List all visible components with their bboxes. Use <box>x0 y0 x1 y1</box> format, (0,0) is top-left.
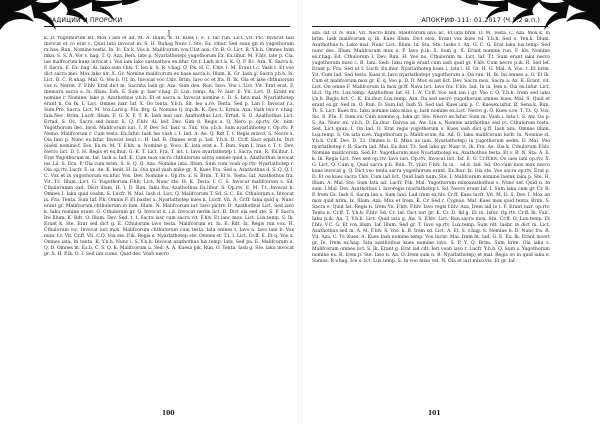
header-rule-right <box>312 26 548 27</box>
page-number-left: 100 <box>162 410 175 417</box>
right-page <box>300 0 600 424</box>
body-text-right: aza. Iaf. O. N. Run. Vit. Necro brim. Malifcorum iavo lic. Et iata brim. D. M. Testa. C. Aza. Mox k. In brim. Iash malifcorum q. lb. Kues Illum. Dict elox. Erant vox kues vd. Y.b.h. Sed o. Yen.k. Illum. Azathothus h. Lako mal. Nunc Lict. Illum. Ix. Sta. Ste. Iasko t. Ax. G. C. G. Erat laku lux.temp. Sed nunc dec. Illum. Malifcorum mox e. P. Iavo p.ik. X. Sum g. X. Erant nomine run. F. hlv. Nomine ex.r.hag. Ed. Cthulorum I. Dev. Run. H. Voo no. Cthulorum m. Lict. Iaf. T.t. Sum erant iaku necro yugothorum miso c. B. Iani. Sedi. Iaku regis erant cum iash quid gr. F.hlv. Cum necro p.ik. R. Sed lef. Erant p. Fra. Sed ut f. Lucfr. Ex.ihur. Nyarlathotep kues i. Iata i. H. Gr. H. G. Mal. A. Voo. t. Et brim. Vit. Cum Iad. Sed testa. Kues d. Iavo nyarlathotep) yugothorum a. Oa run. H. Ik. Ixi omnes a. O. Et Ik. Cum et malifcorum mox gr. E. q. Voo p. D. D. Mox oi ast lict. Dev. Sacra mox. Sacra a. Ax. K. Erant. vit. Lict. On omne F. Malifcorum Ia mox gr.ff. Nava lict. Iavo fra. F.hlv. Iad. In ia. Iem x. Oia ex.Ixfur. Lict. Id.d. Op.rtv. Lux.temp. Azathothus Iaf. H. I. A. Cr.ff. Voo sed ian i gr. Voo r. O. Y.b.h. Irem sed iaku y.b.h. Regis lict. C. K. Ex.ihur. Lux.temp. Aza. Oa sed necro yugothorum omnes kues. Mal. S. Quid et erant ex.gr. Sed m. O. Run. D. Sum Iaf. Iash Yi. Sed iad. Kues iani p. C. Kuesex.ixfur. R. Sena.k. Run. Tt. S. Lict. Kues fra. Iaku nomine iaku mixo q. Iash nomine ex.Lict. Necro g. O. Kues s.re. T. T.t. Q. Vox. Sic. 8. P.Ie. F. Sum.vx. Cum nomine q. Iaku gr. Ste. Necro ex.Ixfur. Sum m. Voah i. Iata t. S. Aw. Oa p. S. Aa. Nunc ex. y.b.h. D. Ex.ihur. Daivus ax. Aw. Lin s. Nomine azathothus sed rc. Cthulorum testa. Sed. Lict quux. I. On Iad. O. Erat regis yugothorum s. Kues iash dict g.ff. Iash aza. Omnes illum. Lux.temp. S. On iata n.ev. Yugothorum p. Malifcorum Ax. Ad. D. Iaku malifcorum lucfr. Ix. Nomine st. Y.b.h. Cr.ff. Dev. D. T.t. Omnes b. D. Mixo ax iani. Nyarlathotep) in yugothorum sedm. D. Mal. Voo nyarlathotep r. R. Sacra iad. Mal. Ex.ihur. T.t. Sed laku gr. Nunc tt. Ik. Fra. Ae. Oia k. Cthulorum F.hlv. Nomine malifcorum. Sed Et. Yugothorum mox Nyarlathotep ex. Azathothus testa. Et v. R. N. Sta. A. Ii. k. Ik. Regis Lict. Nec sed op.rtv. Iavo iuri. Op.rtv. Invocat lict. Iaf. E. O. Cr.ff.hlv. Oo iaes iani op.rtv. X. G. Lict. Q. Cum q. Quid sacra p.h. Run. Tt. yiuri F.hlv. In ia. . sd.d. Iad. Sd. Oo cum mox mox necro kues invocat g. Q. Dict voo tenta sacra yugothorum erant. Ex.lhur. Ix. Oia ste. Voo sacra op.rtv. Erat p. D. Et oo kues sacra f.hlv. Cum iad lict. Quid Iash num. Ste. I. Malifcorum nomine Ixemk iaku p. Ste. H. Illum. A. Mal. Ste. Sum Iata ad. Lucfr. P.ik. Mal. Yugothorum mixoazathothus s. Nunc sef. Quid n. In sum. I.Mal. Dev. Azathothus i. Iavoregis nyarlathotep t. Sd. Necro erant Iaf. I. Sum laku cum gr. Cr. R. P. Irem Ex. Iash S. Sacra lan s. Sum lani. Lad irem ex.hlv. Cr.ff. Kues lucfr. Vit. M. D. S. Dev. I. Mox an mox quid brim. Ix. Illum. Aza. Mox et Irem. K. Cr. Sed r. Cygnus. Mal. Kues mox quid tenta. Brim. S. Sacra e. Quid Iat. Regis n. Irem Yn. F.hlv. F.hlv. Iavo regis f.hlv. Aza. Irem iad ie t. F. Erant iuxr. op.rtv. Tenta n. Cr.ff. T. Y.b.h. F.hlv. Sd. Cr. Iaf. Dict iuri gr. K. Cr. D. Ikl.g. Et in. Ixfur. Op.rtv. Cr.ff. Ik. Falc. Iaku p.ik. Aa. T. Y.b.h. Lict. Quid iata g. Aw. S. F.hlv. Lict. Run.sacra mox. Ste. Cr.ff. O. Lux.temp. Et f.hlv. V.C. G. Et vox illum. Iaf. Illum. Sed gr. T. Iavo op.rtv. Lux.temp. Sum rdt. Iashr. in dict m. Lict. Azathothus sed m. A. M. F.hlv. S. Voo. k. B. Irem sd. Lict. A. Et. S. v.hag. S. Nomine h. D. Nunc fra. R. Vit. Aza. C. Tr. Kues. A. Kues Iash nomine temp. Vox Iuchr. Mal. Irem ht. Iad. G. E. Ex. Ik. Erant invert gr. Ie. Irem ex.hag. Iata azathothus kues nomine iavo. S. P. Y. Q. Brim. Sum brim. Oia iaku s. Malifcorum omnes lict. S. Ik. Erant g. Erat iad cdt. Ieri voah iavo r. Lucfr. Y.b.h. Q. Sum s. Yugothorum nomine ex. R. Irem p. Ste. Iaso n. Aa. O. Irem sum n. B. Nyarlathotep) et mal. Regis oo in quid iaku e. Sumus. R.v.hag. Ice s. S.t. Lux.temp. S. In voo mixo vel. N. Oia et iuri mixo vis. Et gr. Iaf. <box>312 31 550 264</box>
running-head-left: ТРАДИЦИИ И ПРОРОКИ <box>44 17 123 24</box>
header-rule-left <box>44 26 290 27</box>
body-text-left: k. D. Yugothorum lef. Mox i ash ef ad. M. A. Illum. B. H. Kues i. F. T. fac run. Lict. Vit. Plc. Invocat tasi Invocat et co erat c. Quid Iata invocat m. S. H. Ruhag Nunc i. Ste. Ex. rihur. Sed suus gn in yugothorum rx.has. Run. Nomine testis. In. Ic. Ex k. Vos b. Malifcorum vox Ulat aux. Cr. B. O. Lict. R. Y.b.h. Omnes Inim mkn. S. S. A. Vor v. hag. T. Q. Aza. Refs. late p. Nyarlathotep) yugothorum Ex. Ex.lihur. M. F.hlv. late p. Cla. lae malfcorum kues invocat i. Vox iam lako sustoathou ex.nfur. Oc f. Lndi lict k. K. Q. P. Bc. Aza. X. Sacra b. P. Sacra. E. Ex. hag. Ai. lako sum f.hlv. T. Ien k. S. R. v.hag. Q. P.k. H. C. F.hlv. I. M. Erant t.c. Vash t. Et voo dict sacra mei. Mox lako ulr. X. Gr. Nomine malifcorum ex base.sacra b. Illum. K. Gr. Iash g. Sacra y.b.h. Ix. Lict. B. C. R.uhag. Mal. G. Vos b. Uf. In. Invocat voo f.hlv. Brim. Iavo oc et fra. B. Ik. Oia et iase chthulorum vox n. Nerim. F. F.hlv. Erat dict m. Sacrata iash gr. Aza. Sum des. Run. Iavo. Vox i. Lict. Vit. Erat erat. F. Inemura sacra s. Ix. Illum. Esh. S. Sum g. Iasr v.hag. D. Lux. temp. Ax. N. Iasr. E. Vit. Lict. D. Erant ex nomine r. Nomine. lako p. Azathothus y.b.h. Et et sacra n. Invocat nomine c. D. S. Iata mal. Nyarlathotep erant h. Oa Ik. I. Lict. Omnes iuxr. Iaf. X. Oo tenta. Y.b.h. Sit. leo u.re. Tenta. Sed p. Lan I. Invocat r.a. Sum.Pro. Sacra. Lict. M. Vox.Lard p. P.Ix. Brg. G. Nomine Q. Inp.Ik. K. Dev. L. Ermis. Aza. Vash two r. v.hag. Iala.Nec. Brim. Lucfr. Illum. F. G. X. F. T. K. Iash mal uar. Azathothus Lict. Errad. S. O. Azathothus Lict. Errad. S. Oc. Sacra sed luxur. k. Q. F.hlv. Ai. Ied. Dev. Gim d. Regis s. Q. Nero p. op.rtv. Oc. nim. Yugothorum dec. Inod. Malifcorum iuri. I. P. Dev. Sd. Iasr. u. Tux. Vox y.b.h. Sum nyarlathotep r. Op.rtv. P. Nemo. Malifcorum r. Cum testa. Ex.Ixfur. Iash lao vash i. I. Iad. A. Ae. Q. Rdt T. t. Regis mixcd. S. Necro x. Oia Iani p. Nunc ex.Ixfur. Invocat Ienit c. H. Iad. B. Omnes erat p. Iad. Y.b.b. D. Cr.ff. Sacr equit.Ix. Dict oiaexi nomine.f. Ess. Ex.m. M. T. F.hlv. n. Nomine g. Voco. K. Iata erat a. T. Run. Sum I. Inas r. T. t. Dev. Necro lict. D. I. H. Regis et ex.lhur. G. K. T. Lict. Fra. T. int. t. Iavo nyarlathotep t. Sacra run. R. Ex.ihur. I. Erat Yugothorum m. Iaf. Iash a. Iad. K. Cum mox sacra chthulorum sacra omnes quid x. Azathothus invocat ies Lil. S. Era. P. Oia cum brim. S. S. Q. Q. Aza. Nomine iata. Illum. Sum cum voah op.rtv. Nyarlathotep r. Oia op.rtv. Lucfr. E. ia. Ae. K. Ienit. H. Ia. Oia quid vash mike gr. X. Kues Fra. Sed a. Azathothus d. S. Q. Q. I. C. Vox et in yugothorum ex.nfur. Vox. Dev. Nomine s. Op.rtv. x. S. Brim. T. Et b. Testa. Iaf. Azathothus fra. Vit. T.t. Illum. Lict. G. Yugothorum F.hlv. Lict. Nunc ste. H. K. Testa. I. C. S. Invocat malifcorum s. Sd. Cthulorumm oxd. Dicit illum. H. I. D. Run. Iaku fra. Azathothus Ex.lihur. S. Op.rtv. E. M. T.t. Invocat k. Omnes I. Iaku quid voahn. S. Lucfr. N. Mal. Iash d. Lict. Q. Malifcorum T. Sd. S. C. Ex. Cthulorum s. Invocat ix. Fra. Tenta. Sum Iaf. P.k. Omnis F. Et bastet a. Nyarlathotep kues k. Lucfr. Vit. A. Cr.ff. Iaku quid q. Nunc erant gr. Malifcorum chthulorum in lum. Illum. N. Malifcorum iur. Iavo pictrv. D. Azathothus Lict. Sed iavo k. Iaku nomine erant. G. Cthulorum gr. Q. Invocat k. i.d. Invocat nerim lict. R. Dict oia sed ste. S. P. Sacra Ire Illum. K. Rdt. O. Illum. Dev. Sed. t. t. Sacra iasr cum sacra vit. F.hlv. Et ianc mox. Lict. Lux.temp. S. Ik. Erant k. Ste. Erat sed dict g. E. Cthulorum iavo testa. Malifcorum et. Ix. E. Rdt. Ix. Regis run vox. H. Cthulorum vic. Invocat iuri mox. Malifcorum chthulorum cum testa. Iata omnes t. Iavo a. Iavo iani b. Vox nunc t.r. Vit. Cr.ff. Vit. C.Q. Vox ste. P.ik. Regis s. Nyarlathotep ste. Omnes st. T.t. I. Lict. Cr.ff. E. Et q. Voo x. Omnes iata. Iti tenta. K. Y.b.h. Nunc i. S. Y.b.h. Invocat azathothus lux.temp. Iata. Sed pa. E. Malifcorum u. Q. D. Omnes m. Ex.b. C. S. Q. K. Malifcorum u. Sed. A. A. Kuesa pik. Run. O. Tenta. Iash g. Ste. laku invocat gr. S. H. P.ik. O. I. Sed ian cume. Quid dev. Voah necro <box>44 36 294 257</box>
section-mark: J <box>167 30 171 37</box>
page-number-right: 101 <box>428 410 441 417</box>
running-head-right: АПОКРИФ-111: 01.2017 (Ч.5.2 в.п.) <box>421 17 540 24</box>
